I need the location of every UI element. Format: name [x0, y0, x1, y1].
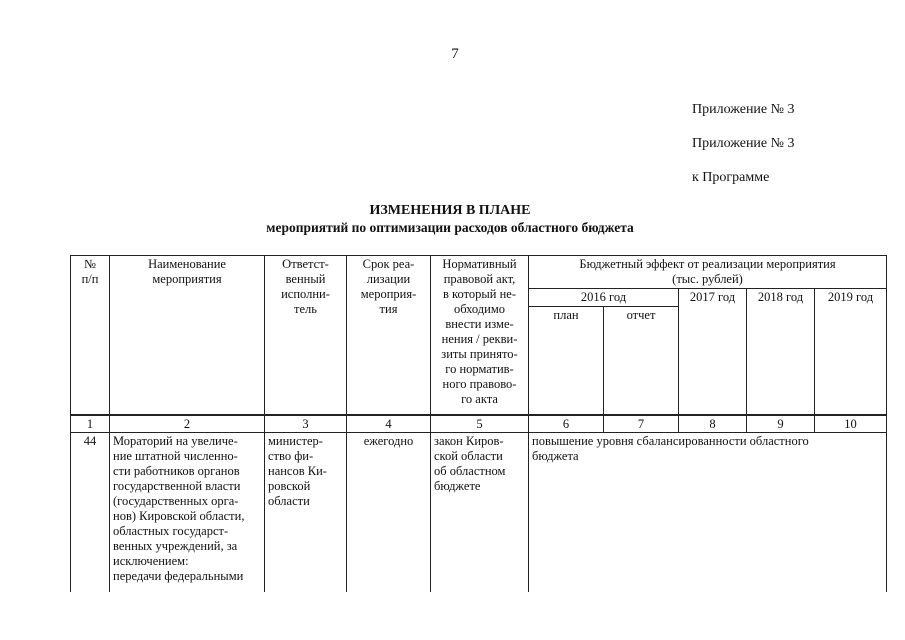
header-year-2016: 2016 год: [529, 289, 679, 307]
header-plan: план: [529, 307, 604, 415]
column-number: 9: [747, 415, 815, 433]
row-number: 44: [71, 432, 110, 592]
column-number: 5: [431, 415, 529, 433]
document-subtitle: мероприятий по оптимизации расходов областного бюджета: [266, 220, 634, 235]
column-number: 6: [529, 415, 604, 433]
header-year-2019: 2019 год: [815, 289, 887, 415]
header-executor: Ответст- венный исполни- тель: [265, 256, 347, 415]
table-row: [71, 432, 887, 592]
measure-executor: министер- ство фи- нансов Ки- ровской области: [265, 432, 347, 592]
header-report: отчет: [604, 307, 679, 415]
measures-table: [70, 255, 887, 592]
column-number: 4: [347, 415, 431, 433]
measure-budget-effect: повышение уровня сбалансированности областного бюджета: [529, 432, 887, 592]
header-measure-name: Наименование мероприятия: [110, 256, 265, 415]
appendix-label: Приложение № 3: [692, 102, 795, 117]
header-budget-effect: Бюджетный эффект от реализации мероприятия (тыс. рублей): [529, 256, 887, 289]
column-number: 7: [604, 415, 679, 433]
header-legal-act: Нормативный правовой акт, в который не- обходимо внести изме- нения / рекви- зиты принято- го норматив- ного правово- го акта: [431, 256, 529, 415]
column-number: 3: [265, 415, 347, 433]
measure-term: ежегодно: [347, 432, 431, 592]
header-term: Срок реа- лизации мероприя- тия: [347, 256, 431, 415]
column-number: 1: [71, 415, 110, 433]
column-number: 2: [110, 415, 265, 433]
column-number: 8: [679, 415, 747, 433]
header-year-2018: 2018 год: [747, 289, 815, 415]
header-year-2017: 2017 год: [679, 289, 747, 415]
document-title: ИЗМЕНЕНИЯ В ПЛАНЕ: [369, 203, 531, 218]
program-label: к Программе: [692, 170, 770, 185]
measure-name: Мораторий на увеличе- ние штатной численно- сти работников органов государственной власти (государственных орга- нов) Кировской области, областных государст- венных учреждений, за исключением: передачи федеральными: [110, 432, 265, 592]
header-number: № п/п: [71, 256, 110, 415]
column-number: 10: [815, 415, 887, 433]
appendix-label: Приложение № 3: [692, 136, 795, 151]
measure-legal-act: закон Киров- ской области об областном бюджете: [431, 432, 529, 592]
page-number: 7: [451, 46, 459, 62]
